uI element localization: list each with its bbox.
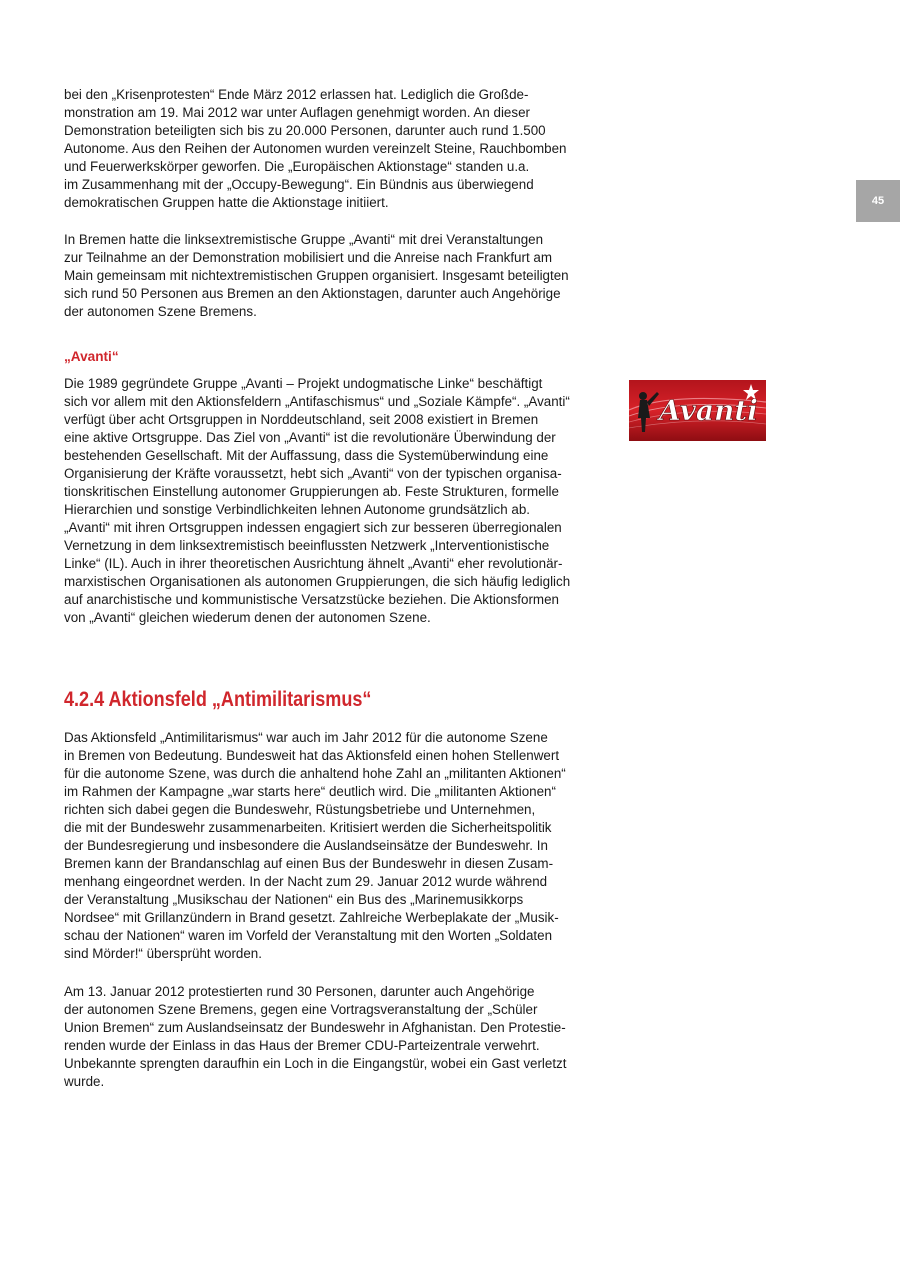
page-number-tab: [856, 180, 900, 222]
text-line: und Feuerwerkskörper geworfen. Die „Europäischen Aktionstage“ standen u.a.: [64, 159, 530, 174]
text-line: Hierarchien und sonstige Verbindlichkeiten lehnen Autonome grundsätzlich ab.: [64, 502, 530, 517]
text-line: sich rund 50 Personen aus Bremen an den Aktionstagen, darunter auch Angehörige: [64, 286, 561, 301]
text-line: bestehenden Gesellschaft. Mit der Auffassung, dass die Systemüberwindung eine: [64, 448, 549, 463]
text-line: der autonomen Szene Bremens, gegen eine Vortragsveranstaltung der „Schüler: [64, 1002, 538, 1017]
text-line: Die 1989 gegründete Gruppe „Avanti – Projekt undogmatische Linke“ beschäftigt: [64, 376, 543, 391]
text-line: monstration am 19. Mai 2012 war unter Auflagen genehmigt worden. An dieser: [64, 105, 530, 120]
text-line: Autonome. Aus den Reihen der Autonomen wurden vereinzelt Steine, Rauchbomben: [64, 141, 567, 156]
text-line: Unbekannte sprengten daraufhin ein Loch in die Eingangstür, wobei ein Gast verletzt: [64, 1056, 567, 1071]
text-line: zur Teilnahme an der Demonstration mobilisiert und die Anreise nach Frankfurt am: [64, 250, 553, 265]
text-line: Vernetzung in dem linksextremistisch beeinflussten Netzwerk „Interventionistische: [64, 538, 550, 553]
text-line: menhang eingeordnet werden. In der Nacht zum 29. Januar 2012 wurde während: [64, 874, 548, 889]
section-heading: 4.2.4 Aktionsfeld „Antimilitarismus“: [64, 688, 372, 711]
text-line: verfügt über acht Ortsgruppen in Norddeutschland, seit 2008 existiert in Bremen: [64, 412, 539, 427]
subheading-avanti: „Avanti“: [64, 349, 119, 364]
text-line: renden wurde der Einlass in das Haus der Bremer CDU-Parteizentrale verwehrt.: [64, 1038, 540, 1053]
text-line: Das Aktionsfeld „Antimilitarismus“ war auch im Jahr 2012 für die autonome Szene: [64, 730, 548, 745]
text-line: von „Avanti“ gleichen wiederum denen der autonomen Szene.: [64, 610, 431, 625]
text-line: sind Mörder!“ übersprüht worden.: [64, 946, 262, 961]
page-number: 45: [871, 195, 885, 207]
text-line: Nordsee“ mit Grillanzündern in Brand gesetzt. Zahlreiche Werbeplakate der „Musik-: [64, 910, 559, 925]
text-line: auf anarchistische und kommunistische Versatzstücke beziehen. Die Aktionsformen: [64, 592, 559, 607]
text-line: der Veranstaltung „Musikschau der Nationen“ ein Bus des „Marinemusikkorps: [64, 892, 524, 907]
text-line: in Bremen von Bedeutung. Bundesweit hat das Aktionsfeld einen hohen Stellenwert: [64, 748, 560, 763]
text-line: der Bundesregierung und insbesondere die Auslandseinsätze der Bundeswehr. In: [64, 838, 548, 853]
text-line: schau der Nationen“ waren im Vorfeld der Veranstaltung mit den Worten „Soldaten: [64, 928, 553, 943]
text-line: Union Bremen“ zum Auslandseinsatz der Bundeswehr in Afghanistan. Den Protestie-: [64, 1020, 566, 1035]
text-line: Bremen kann der Brandanschlag auf einen Bus der Bundeswehr in diesen Zusam-: [64, 856, 554, 871]
text-line: der autonomen Szene Bremens.: [64, 304, 257, 319]
text-line: Organisierung der Kräfte voraussetzt, hebt sich „Avanti“ von der typischen organisa-: [64, 466, 562, 481]
text-line: eine aktive Ortsgruppe. Das Ziel von „Avanti“ ist die revolutionäre Überwindung der: [64, 430, 556, 445]
text-line: tionskritischen Einstellung autonomer Gruppierungen ab. Feste Strukturen, formelle: [64, 484, 559, 499]
text-line: bei den „Krisenprotesten“ Ende März 2012 erlassen hat. Lediglich die Großde-: [64, 87, 529, 102]
text-line: Linke“ (IL). Auch in ihrer theoretischen Ausrichtung ähnelt „Avanti“ eher revolutionär-: [64, 556, 563, 571]
text-line: Am 13. Januar 2012 protestierten rund 30 Personen, darunter auch Angehörige: [64, 984, 535, 999]
text-line: Main gemeinsam mit nichtextremistischen Gruppen organisiert. Insgesamt beteiligten: [64, 268, 569, 283]
text-line: sich vor allem mit den Aktionsfeldern „Antifaschismus“ und „Soziale Kämpfe“. „Avanti“: [64, 394, 570, 409]
text-line: die mit der Bundeswehr zusammenarbeiten. Kritisiert werden die Sicherheitspolitik: [64, 820, 552, 835]
text-line: für die autonome Szene, was durch die anhaltend hohe Zahl an „militanten Aktionen“: [64, 766, 566, 781]
text-line: im Rahmen der Kampagne „war starts here“ deutlich wird. Die „militanten Aktionen“: [64, 784, 556, 799]
text-line: marxistischen Organisationen als autonomen Gruppierungen, die sich häufig lediglich: [64, 574, 571, 589]
text-line: im Zusammenhang mit der „Occupy-Bewegung“. Ein Bündnis aus überwiegend: [64, 177, 534, 192]
text-line: richten sich dabei gegen die Bundeswehr, Rüstungsbetriebe und Unternehmen,: [64, 802, 536, 817]
text-line: In Bremen hatte die linksextremistische Gruppe „Avanti“ mit drei Veranstaltungen: [64, 232, 544, 247]
logo-wordmark: Avanti: [659, 394, 758, 427]
text-line: demokratischen Gruppen hatte die Aktionstage initiiert.: [64, 195, 389, 210]
text-line: „Avanti“ mit ihren Ortsgruppen indessen engagiert sich zur besseren überregionalen: [64, 520, 562, 535]
text-line: wurde.: [64, 1074, 105, 1089]
text-line: Demonstration beteiligten sich bis zu 20.000 Personen, darunter auch rund 1.500: [64, 123, 546, 138]
avanti-logo: [629, 380, 766, 441]
